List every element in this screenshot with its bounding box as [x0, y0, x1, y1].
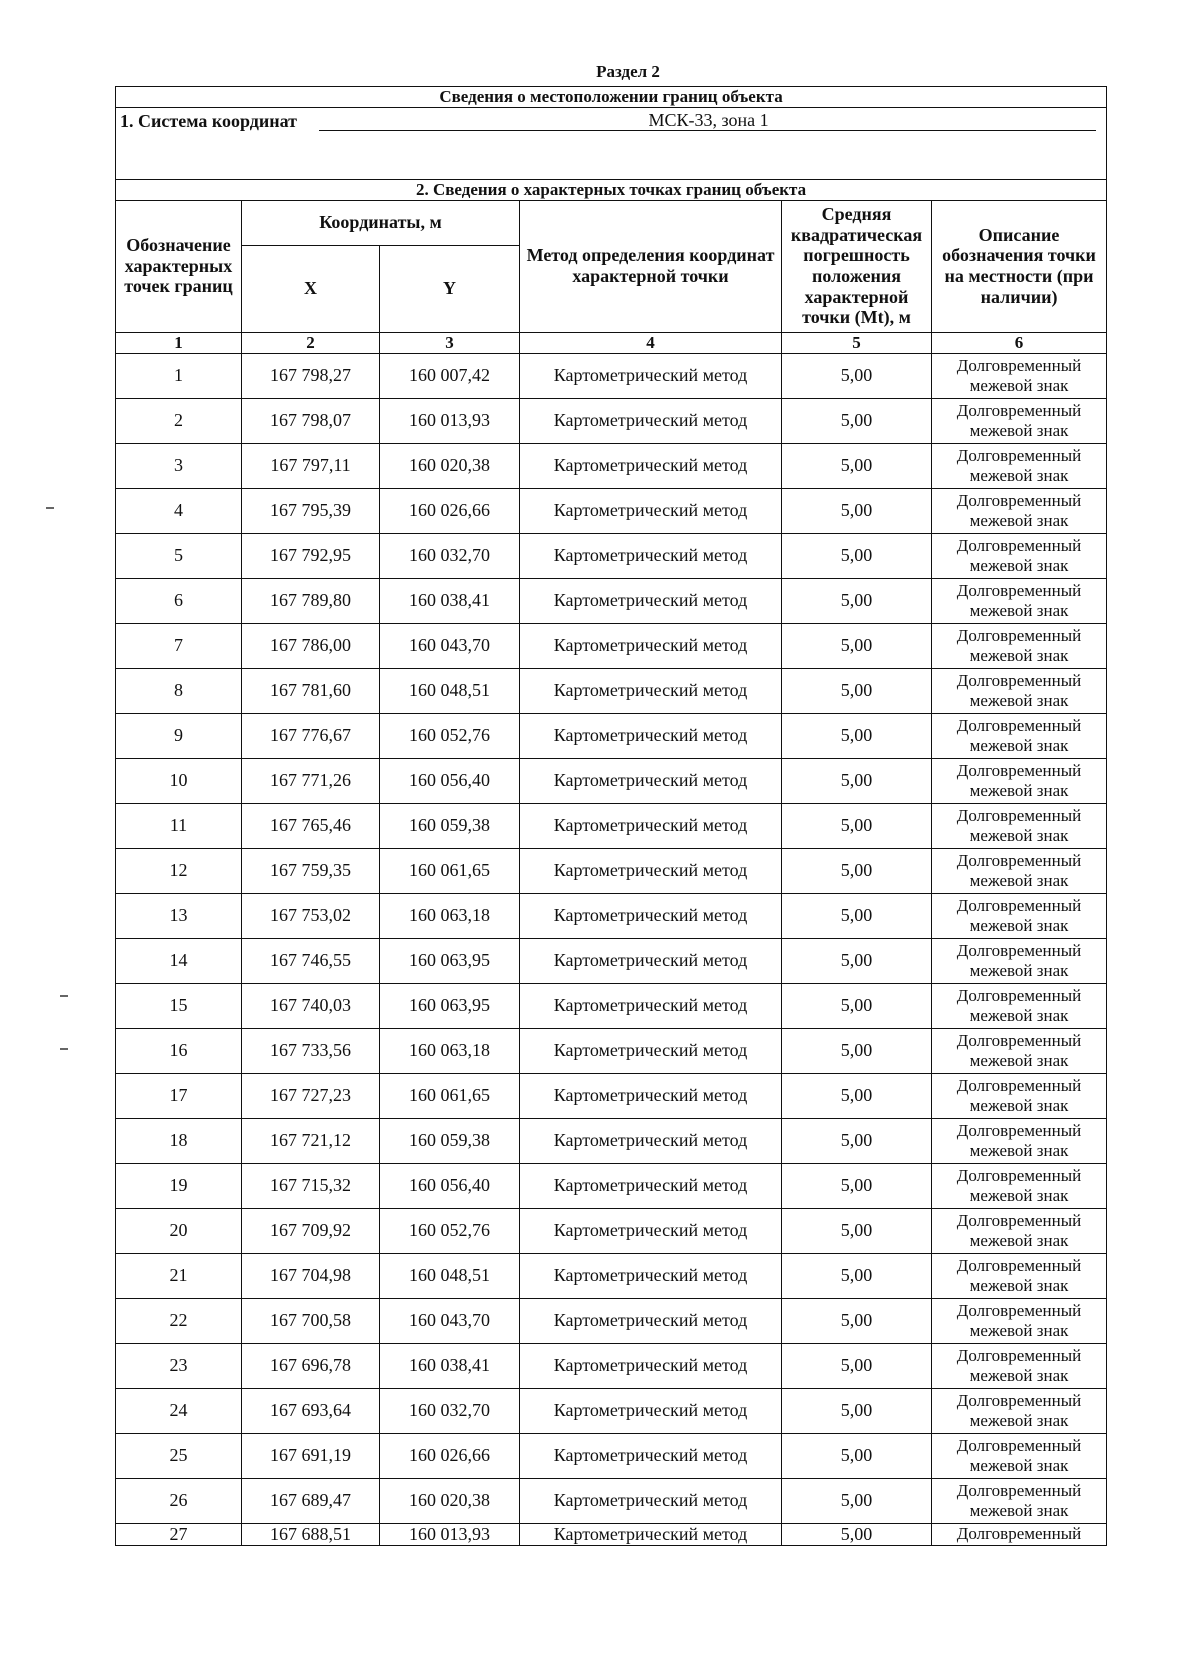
error-cell: 5,00	[782, 533, 932, 578]
point-number: 17	[116, 1073, 242, 1118]
method-cell: Картометрический метод	[520, 1208, 782, 1253]
column-number: 2	[242, 332, 380, 353]
error-cell: 5,00	[782, 668, 932, 713]
error-cell: 5,00	[782, 1298, 932, 1343]
coord-y: 160 043,70	[380, 623, 520, 668]
description-cell: Долговременный межевой знак	[932, 893, 1107, 938]
description-cell: Долговременный межевой знак	[932, 713, 1107, 758]
error-cell: 5,00	[782, 1163, 932, 1208]
coord-y: 160 052,76	[380, 713, 520, 758]
coord-y: 160 026,66	[380, 1433, 520, 1478]
coord-x: 167 795,39	[242, 488, 380, 533]
error-cell: 5,00	[782, 1433, 932, 1478]
description-cell: Долговременный межевой знак	[932, 1478, 1107, 1523]
method-cell: Картометрический метод	[520, 848, 782, 893]
coord-x: 167 689,47	[242, 1478, 380, 1523]
description-cell: Долговременный межевой знак	[932, 1208, 1107, 1253]
coord-x: 167 797,11	[242, 443, 380, 488]
coord-y: 160 063,18	[380, 893, 520, 938]
coord-x: 167 691,19	[242, 1433, 380, 1478]
method-cell: Картометрический метод	[520, 1388, 782, 1433]
method-cell: Картометрический метод	[520, 533, 782, 578]
error-cell: 5,00	[782, 623, 932, 668]
method-cell: Картометрический метод	[520, 803, 782, 848]
table-row	[116, 443, 1107, 488]
coord-x: 167 700,58	[242, 1298, 380, 1343]
description-cell: Долговременный межевой знак	[932, 1433, 1107, 1478]
description-cell: Долговременный межевой знак	[932, 533, 1107, 578]
table-row	[116, 1253, 1107, 1298]
header-error: Средняя квадратическая погрешность положения характерной точки (Mt), м	[782, 200, 932, 332]
method-cell: Картометрический метод	[520, 1343, 782, 1388]
description-cell: Долговременный межевой знак	[932, 1163, 1107, 1208]
table-row	[116, 758, 1107, 803]
point-number: 12	[116, 848, 242, 893]
error-cell: 5,00	[782, 398, 932, 443]
table-row	[116, 578, 1107, 623]
point-number: 2	[116, 398, 242, 443]
error-cell: 5,00	[782, 1478, 932, 1523]
coord-x: 167 781,60	[242, 668, 380, 713]
table-row	[116, 668, 1107, 713]
coord-x: 167 704,98	[242, 1253, 380, 1298]
coord-y: 160 059,38	[380, 1118, 520, 1163]
method-cell: Картометрический метод	[520, 353, 782, 398]
coord-y: 160 048,51	[380, 1253, 520, 1298]
description-cell: Долговременный межевой знак	[932, 848, 1107, 893]
coord-y: 160 063,95	[380, 983, 520, 1028]
description-cell: Долговременный межевой знак	[932, 1388, 1107, 1433]
header-row-top	[116, 200, 1107, 245]
coord-x: 167 786,00	[242, 623, 380, 668]
point-number: 27	[116, 1523, 242, 1545]
coord-y: 160 052,76	[380, 1208, 520, 1253]
coord-y: 160 020,38	[380, 1478, 520, 1523]
table-row	[116, 623, 1107, 668]
method-cell: Картометрический метод	[520, 713, 782, 758]
method-cell: Картометрический метод	[520, 1523, 782, 1545]
description-cell: Долговременный	[932, 1523, 1107, 1545]
coord-x: 167 759,35	[242, 848, 380, 893]
point-number: 1	[116, 353, 242, 398]
table-row	[116, 488, 1107, 533]
column-number: 3	[380, 332, 520, 353]
coord-x: 167 740,03	[242, 983, 380, 1028]
point-number: 4	[116, 488, 242, 533]
point-number: 20	[116, 1208, 242, 1253]
coord-y: 160 061,65	[380, 848, 520, 893]
method-cell: Картометрический метод	[520, 1163, 782, 1208]
method-cell: Картометрический метод	[520, 623, 782, 668]
method-cell: Картометрический метод	[520, 758, 782, 803]
error-cell: 5,00	[782, 713, 932, 758]
coordinate-system-label: 1. Система координат	[120, 110, 297, 131]
description-cell: Долговременный межевой знак	[932, 1253, 1107, 1298]
point-number: 14	[116, 938, 242, 983]
subtitle: 2. Сведения о характерных точках границ объекта	[116, 180, 1107, 201]
coord-x: 167 792,95	[242, 533, 380, 578]
error-cell: 5,00	[782, 803, 932, 848]
method-cell: Картометрический метод	[520, 443, 782, 488]
description-cell: Долговременный межевой знак	[932, 1028, 1107, 1073]
coord-y: 160 059,38	[380, 803, 520, 848]
description-cell: Долговременный межевой знак	[932, 623, 1107, 668]
table-row	[116, 1433, 1107, 1478]
column-number: 6	[932, 332, 1107, 353]
error-cell: 5,00	[782, 893, 932, 938]
error-cell: 5,00	[782, 1073, 932, 1118]
error-cell: 5,00	[782, 488, 932, 533]
point-number: 9	[116, 713, 242, 758]
header-coordinates: Координаты, м	[242, 200, 520, 245]
method-cell: Картометрический метод	[520, 1028, 782, 1073]
coord-y: 160 063,18	[380, 1028, 520, 1073]
error-cell: 5,00	[782, 1343, 932, 1388]
coord-x: 167 798,27	[242, 353, 380, 398]
table-row	[116, 713, 1107, 758]
document-title: Сведения о местоположении границ объекта	[116, 87, 1107, 108]
coord-x: 167 771,26	[242, 758, 380, 803]
description-cell: Долговременный межевой знак	[932, 1073, 1107, 1118]
point-number: 6	[116, 578, 242, 623]
coord-x: 167 715,32	[242, 1163, 380, 1208]
error-cell: 5,00	[782, 983, 932, 1028]
coord-x: 167 709,92	[242, 1208, 380, 1253]
coord-y: 160 026,66	[380, 488, 520, 533]
coord-y: 160 020,38	[380, 443, 520, 488]
margin-mark	[46, 507, 54, 509]
column-numbers-row	[116, 332, 1107, 353]
point-number: 23	[116, 1343, 242, 1388]
coord-y: 160 043,70	[380, 1298, 520, 1343]
table-row	[116, 1028, 1107, 1073]
coord-y: 160 032,70	[380, 1388, 520, 1433]
coordinate-system-value: МСК-33, зона 1	[319, 110, 1096, 132]
point-number: 18	[116, 1118, 242, 1163]
description-cell: Долговременный межевой знак	[932, 353, 1107, 398]
error-cell: 5,00	[782, 578, 932, 623]
description-cell: Долговременный межевой знак	[932, 668, 1107, 713]
coord-y: 160 056,40	[380, 758, 520, 803]
error-cell: 5,00	[782, 1523, 932, 1545]
coord-x: 167 765,46	[242, 803, 380, 848]
table-row	[116, 353, 1107, 398]
error-cell: 5,00	[782, 758, 932, 803]
method-cell: Картометрический метод	[520, 983, 782, 1028]
margin-mark	[60, 1048, 68, 1050]
description-cell: Долговременный межевой знак	[932, 938, 1107, 983]
coord-x: 167 696,78	[242, 1343, 380, 1388]
method-cell: Картометрический метод	[520, 938, 782, 983]
header-method: Метод определения координат характерной точки	[520, 200, 782, 332]
coord-y: 160 063,95	[380, 938, 520, 983]
method-cell: Картометрический метод	[520, 1298, 782, 1343]
coord-x: 167 776,67	[242, 713, 380, 758]
description-cell: Долговременный межевой знак	[932, 578, 1107, 623]
method-cell: Картометрический метод	[520, 893, 782, 938]
description-cell: Долговременный межевой знак	[932, 398, 1107, 443]
table-row	[116, 938, 1107, 983]
point-number: 25	[116, 1433, 242, 1478]
description-cell: Долговременный межевой знак	[932, 758, 1107, 803]
coord-x: 167 733,56	[242, 1028, 380, 1073]
coord-x: 167 798,07	[242, 398, 380, 443]
point-number: 7	[116, 623, 242, 668]
header-designation: Обозначение характерных точек границ	[116, 200, 242, 332]
description-cell: Долговременный межевой знак	[932, 443, 1107, 488]
coord-y: 160 056,40	[380, 1163, 520, 1208]
point-number: 15	[116, 983, 242, 1028]
coord-x: 167 753,02	[242, 893, 380, 938]
blank-row	[116, 133, 1107, 180]
table-row	[116, 398, 1107, 443]
description-cell: Долговременный межевой знак	[932, 983, 1107, 1028]
error-cell: 5,00	[782, 443, 932, 488]
coord-y: 160 032,70	[380, 533, 520, 578]
description-cell: Долговременный межевой знак	[932, 488, 1107, 533]
coord-y: 160 038,41	[380, 1343, 520, 1388]
column-number: 4	[520, 332, 782, 353]
coord-y: 160 013,93	[380, 398, 520, 443]
table-row	[116, 848, 1107, 893]
coordinate-system-row	[116, 108, 1107, 134]
description-cell: Долговременный межевой знак	[932, 1298, 1107, 1343]
table-row	[116, 1163, 1107, 1208]
table-row	[116, 893, 1107, 938]
coord-x: 167 746,55	[242, 938, 380, 983]
coord-y: 160 061,65	[380, 1073, 520, 1118]
method-cell: Картометрический метод	[520, 488, 782, 533]
error-cell: 5,00	[782, 938, 932, 983]
coord-x: 167 688,51	[242, 1523, 380, 1545]
subtitle-row	[116, 180, 1107, 201]
point-number: 19	[116, 1163, 242, 1208]
description-cell: Долговременный межевой знак	[932, 803, 1107, 848]
table-row-partial	[116, 1523, 1107, 1545]
method-cell: Картометрический метод	[520, 1253, 782, 1298]
error-cell: 5,00	[782, 353, 932, 398]
table-row	[116, 1478, 1107, 1523]
point-number: 22	[116, 1298, 242, 1343]
error-cell: 5,00	[782, 1208, 932, 1253]
table-row	[116, 533, 1107, 578]
coord-y: 160 038,41	[380, 578, 520, 623]
table-row	[116, 1298, 1107, 1343]
point-number: 3	[116, 443, 242, 488]
title-row	[116, 87, 1107, 108]
point-number: 24	[116, 1388, 242, 1433]
header-description: Описание обозначения точки на местности (при наличии)	[932, 200, 1107, 332]
coord-x: 167 727,23	[242, 1073, 380, 1118]
point-number: 16	[116, 1028, 242, 1073]
header-y: Y	[380, 245, 520, 332]
method-cell: Картометрический метод	[520, 1118, 782, 1163]
error-cell: 5,00	[782, 1253, 932, 1298]
table-row	[116, 1208, 1107, 1253]
point-number: 21	[116, 1253, 242, 1298]
point-number: 13	[116, 893, 242, 938]
coord-x: 167 789,80	[242, 578, 380, 623]
point-number: 11	[116, 803, 242, 848]
method-cell: Картометрический метод	[520, 1478, 782, 1523]
table-row	[116, 1388, 1107, 1433]
method-cell: Картометрический метод	[520, 578, 782, 623]
method-cell: Картометрический метод	[520, 1433, 782, 1478]
table-row	[116, 1073, 1107, 1118]
table-row	[116, 1118, 1107, 1163]
section-heading: Раздел 2	[596, 62, 660, 81]
description-cell: Долговременный межевой знак	[932, 1118, 1107, 1163]
coord-x: 167 693,64	[242, 1388, 380, 1433]
column-number: 5	[782, 332, 932, 353]
point-number: 5	[116, 533, 242, 578]
column-number: 1	[116, 332, 242, 353]
error-cell: 5,00	[782, 848, 932, 893]
table-row	[116, 803, 1107, 848]
coord-y: 160 007,42	[380, 353, 520, 398]
method-cell: Картометрический метод	[520, 398, 782, 443]
error-cell: 5,00	[782, 1028, 932, 1073]
header-x: X	[242, 245, 380, 332]
error-cell: 5,00	[782, 1118, 932, 1163]
point-number: 10	[116, 758, 242, 803]
point-number: 26	[116, 1478, 242, 1523]
coord-y: 160 048,51	[380, 668, 520, 713]
coord-x: 167 721,12	[242, 1118, 380, 1163]
margin-mark	[60, 995, 68, 997]
method-cell: Картометрический метод	[520, 1073, 782, 1118]
boundary-points-table	[115, 86, 1107, 1546]
table-row	[116, 1343, 1107, 1388]
method-cell: Картометрический метод	[520, 668, 782, 713]
point-number: 8	[116, 668, 242, 713]
coord-y: 160 013,93	[380, 1523, 520, 1545]
description-cell: Долговременный межевой знак	[932, 1343, 1107, 1388]
table-row	[116, 983, 1107, 1028]
error-cell: 5,00	[782, 1388, 932, 1433]
